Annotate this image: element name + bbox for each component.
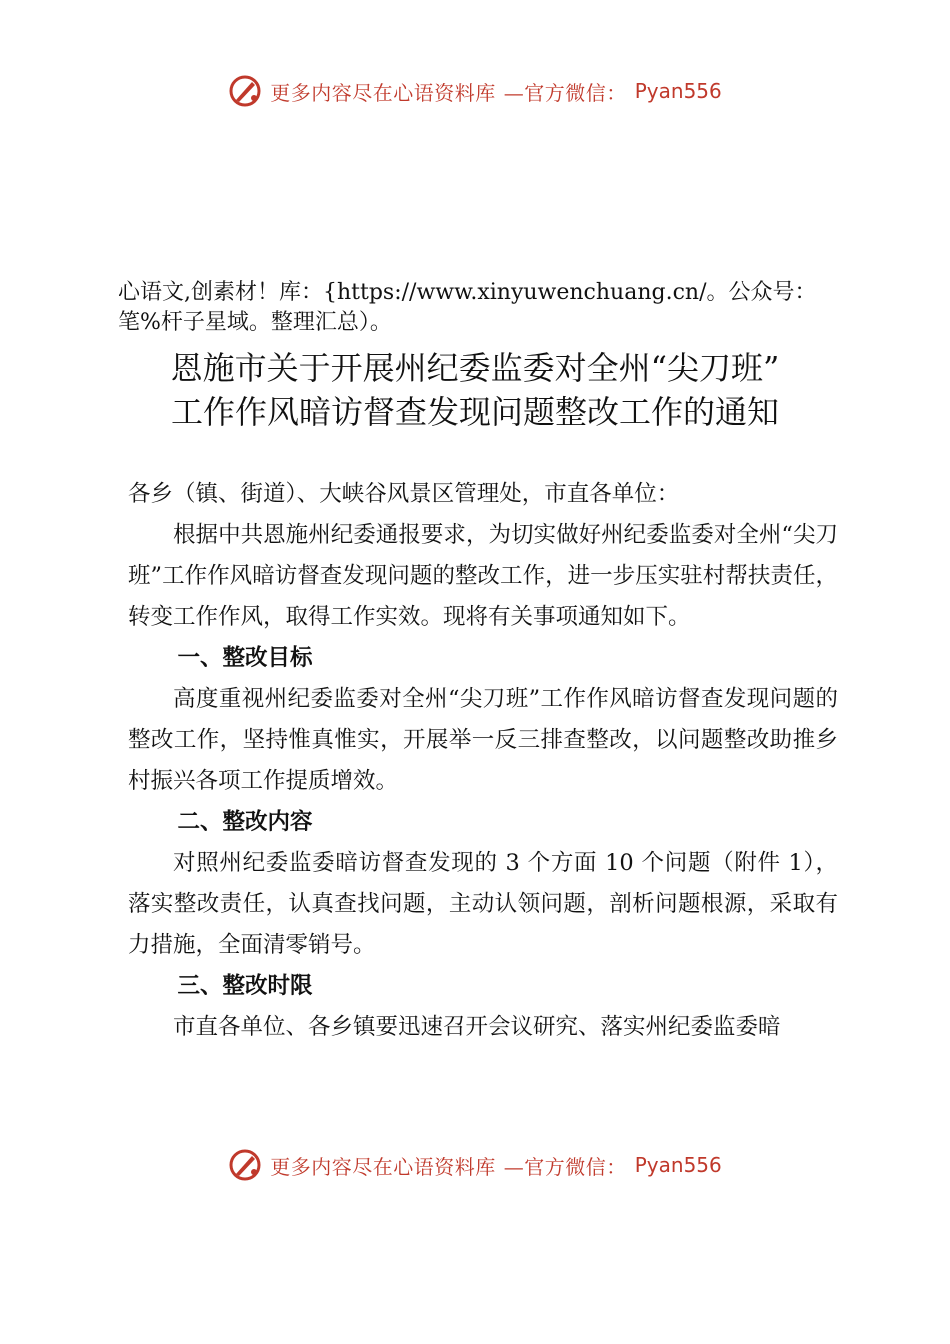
section-text-1: 高度重视州纪委监委对全州“尖刀班”工作作风暗访督查发现问题的整改工作，坚持惟真惟实，开展举一反三排查整改，以问题整改助推乡村振兴各项工作提质增效。: [128, 686, 838, 794]
title-line-1: 恩施市关于开展州纪委监委对全州“尖刀班”: [170, 349, 780, 387]
banner-wechat-id: Pyan556: [634, 79, 722, 103]
banner-main-text: 更多内容尽在心语资料库: [270, 80, 496, 105]
section-heading-3: 三、整改时限: [177, 973, 313, 999]
section-text-2: 对照州纪委监委暗访督查发现的 3 个方面 10 个问题（附件 1），落实整改责任，认真查找问题，主动认领问题，剖析问题根源，采取有力措施，全面清零销号。: [128, 850, 838, 958]
header-banner: [0, 74, 950, 108]
banner-separator: —官方微信：: [503, 1154, 627, 1179]
banner-main-text: 更多内容尽在心语资料库: [270, 1154, 496, 1179]
intro-paragraph: 根据中共恩施州纪委通报要求，为切实做好州纪委监委对全州“尖刀班”工作作风暗访督查发现问题的整改工作，进一步压实驻村帮扶责任，转变工作作风，取得工作实效。现将有关事项通知如下。: [128, 522, 838, 630]
footer-banner: [0, 1148, 950, 1182]
pen-logo-icon: [228, 1148, 262, 1182]
pen-logo-icon: [228, 74, 262, 108]
document-title: [100, 346, 850, 434]
source-note: 心语文,创素材！库：{https://www.xinyuwenchuang.cn/。公众号：笔%杆子星域。整理汇总）。: [118, 280, 817, 335]
title-line-2: 工作作风暗访督查发现问题整改工作的通知: [170, 393, 779, 431]
banner-wechat-id: Pyan556: [634, 1153, 722, 1177]
section-text-3: 市直各单位、各乡镇要迅速召开会议研究、落实州纪委监委暗: [173, 1014, 781, 1040]
salutation: 各乡（镇、街道）、大峡谷风景区管理处，市直各单位：: [128, 481, 680, 507]
banner-separator: —官方微信：: [503, 80, 627, 105]
section-heading-2: 二、整改内容: [177, 809, 313, 835]
section-heading-1: 一、整改目标: [177, 645, 313, 671]
document-body: [128, 474, 838, 1048]
